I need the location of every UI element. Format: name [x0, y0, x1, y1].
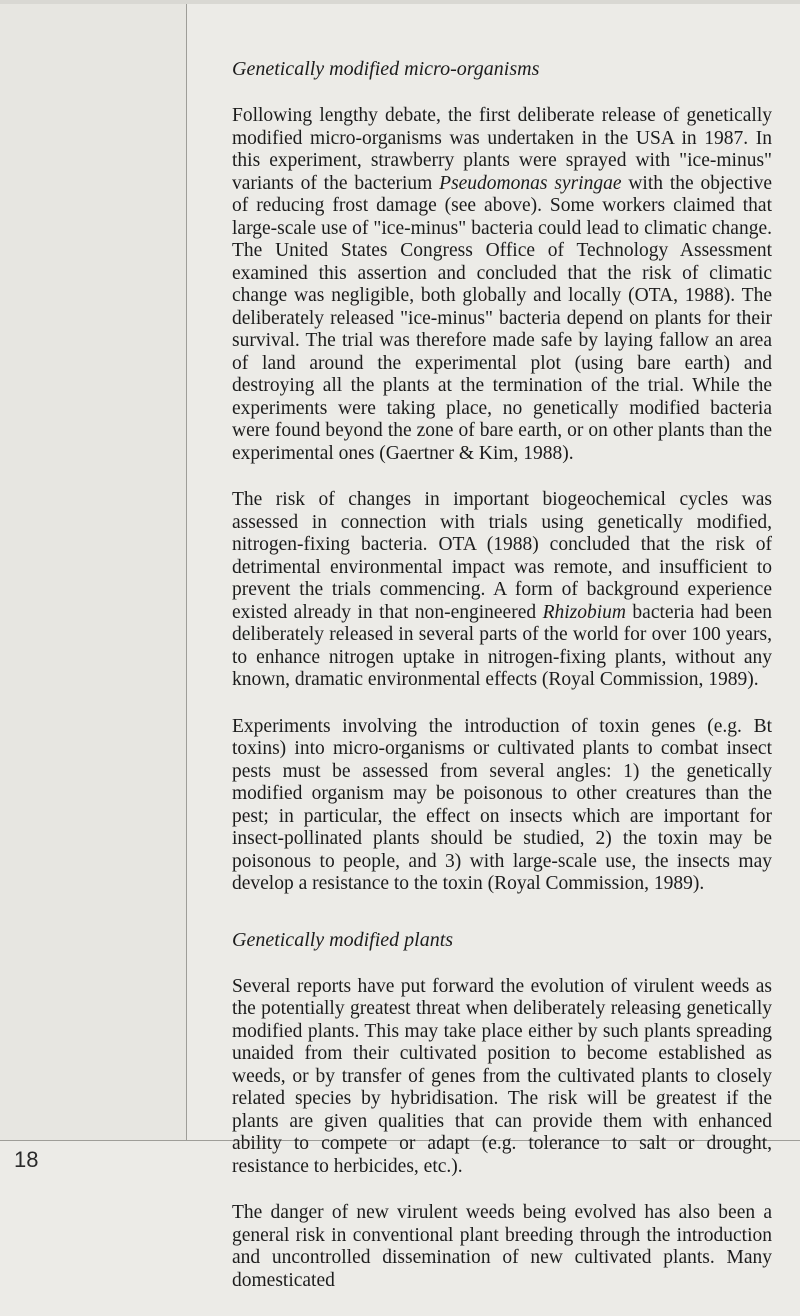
paragraph-nitrogen-fixing [232, 489, 772, 692]
text-run: with the objective of reducing frost damage (see above). Some workers claimed that large-scale use of "ice-minus" bacteria could lead to climatic change. The United States Congress Office of Technology Assessment examined this assertion and concluded that the risk of climatic change was negligible, both globally and locally (OTA, 1988). The deliberately released "ice-minus" bacteria depend on plants for their survival. The trial was therefore made safe by laying fallow an area of land around the experimental plot (using bare earth) and destroying all the plants at the termination of the trial. While the experiments were taking place, no genetically modified bacteria were found beyond the zone of bare earth, or on other plants than the experimental ones (Gaertner & Kim, 1988). [232, 172, 773, 464]
text-run: Several reports have put forward the evolution of virulent weeds as the potentially greatest threat when deliberately releasing genetically modified plants. This may take place either by such plants spreading unaided from their cultivated position to become established as weeds, or by transfer of genes from the cultivated plants to closely related species by hybridisation. The risk will be greatest if the plants are given qualities that can provide them with enhanced ability to compete or adapt (e.g. tolerance to salt or drought, resistance to herbicides, etc.). [232, 975, 772, 1177]
species-name: Pseudomonas syringae [439, 172, 622, 194]
text-run: Experiments involving the introduction of toxin genes (e.g. Bt toxins) into micro-organisms or cultivated plants to combat insect pests must be assessed from several angles: 1) the genetically modified organism may be poisonous to other creatures than the pest; in particular, the effect on insects which are important for insect-pollinated plants should be studied, 2) the toxin may be poisonous to people, and 3) with large-scale use, the insects may develop a resistance to the toxin (Royal Commission, 1989). [232, 715, 772, 894]
page-body [232, 57, 772, 1316]
paragraph-toxin-genes [232, 716, 772, 896]
text-run: The risk of changes in important biogeochemical cycles was assessed in connection with trials using genetically modified, nitrogen-fixing bacteria. OTA (1988) concluded that the risk of detrimental environmental impact was remote, and insufficient to prevent the trials commencing. A form of background experience existed already in that non-engineered [232, 489, 772, 623]
paragraph-plant-breeding [232, 1202, 772, 1292]
left-margin [0, 4, 187, 1140]
page-number: 18 [14, 1147, 39, 1172]
text-run: bacteria had been deliberately released in several parts of the world for over 100 years, to enhance nitrogen uptake in nitrogen-fixing plants, without any known, dramatic environmental effects (Royal Commission, 1989). [232, 601, 773, 690]
paragraph-ice-minus [232, 105, 772, 465]
paragraph-virulent-weeds [232, 976, 772, 1179]
section-heading-micro-organisms: Genetically modified micro-organisms [232, 58, 540, 80]
species-name: Rhizobium [542, 601, 626, 623]
section-gap [232, 920, 772, 928]
section-heading-plants: Genetically modified plants [232, 928, 454, 951]
text-run: Following lengthy debate, the first deliberate release of genetically modified micro-organisms was undertaken in the USA in 1987. In this experiment, strawberry plants were sprayed with "ice-minus" variants of the bacterium [232, 105, 772, 194]
text-run: The danger of new virulent weeds being evolved has also been a general risk in conventional plant breeding through the introduction and uncontrolled dissemination of new cultivated plants. Many domesticated [232, 1202, 772, 1291]
